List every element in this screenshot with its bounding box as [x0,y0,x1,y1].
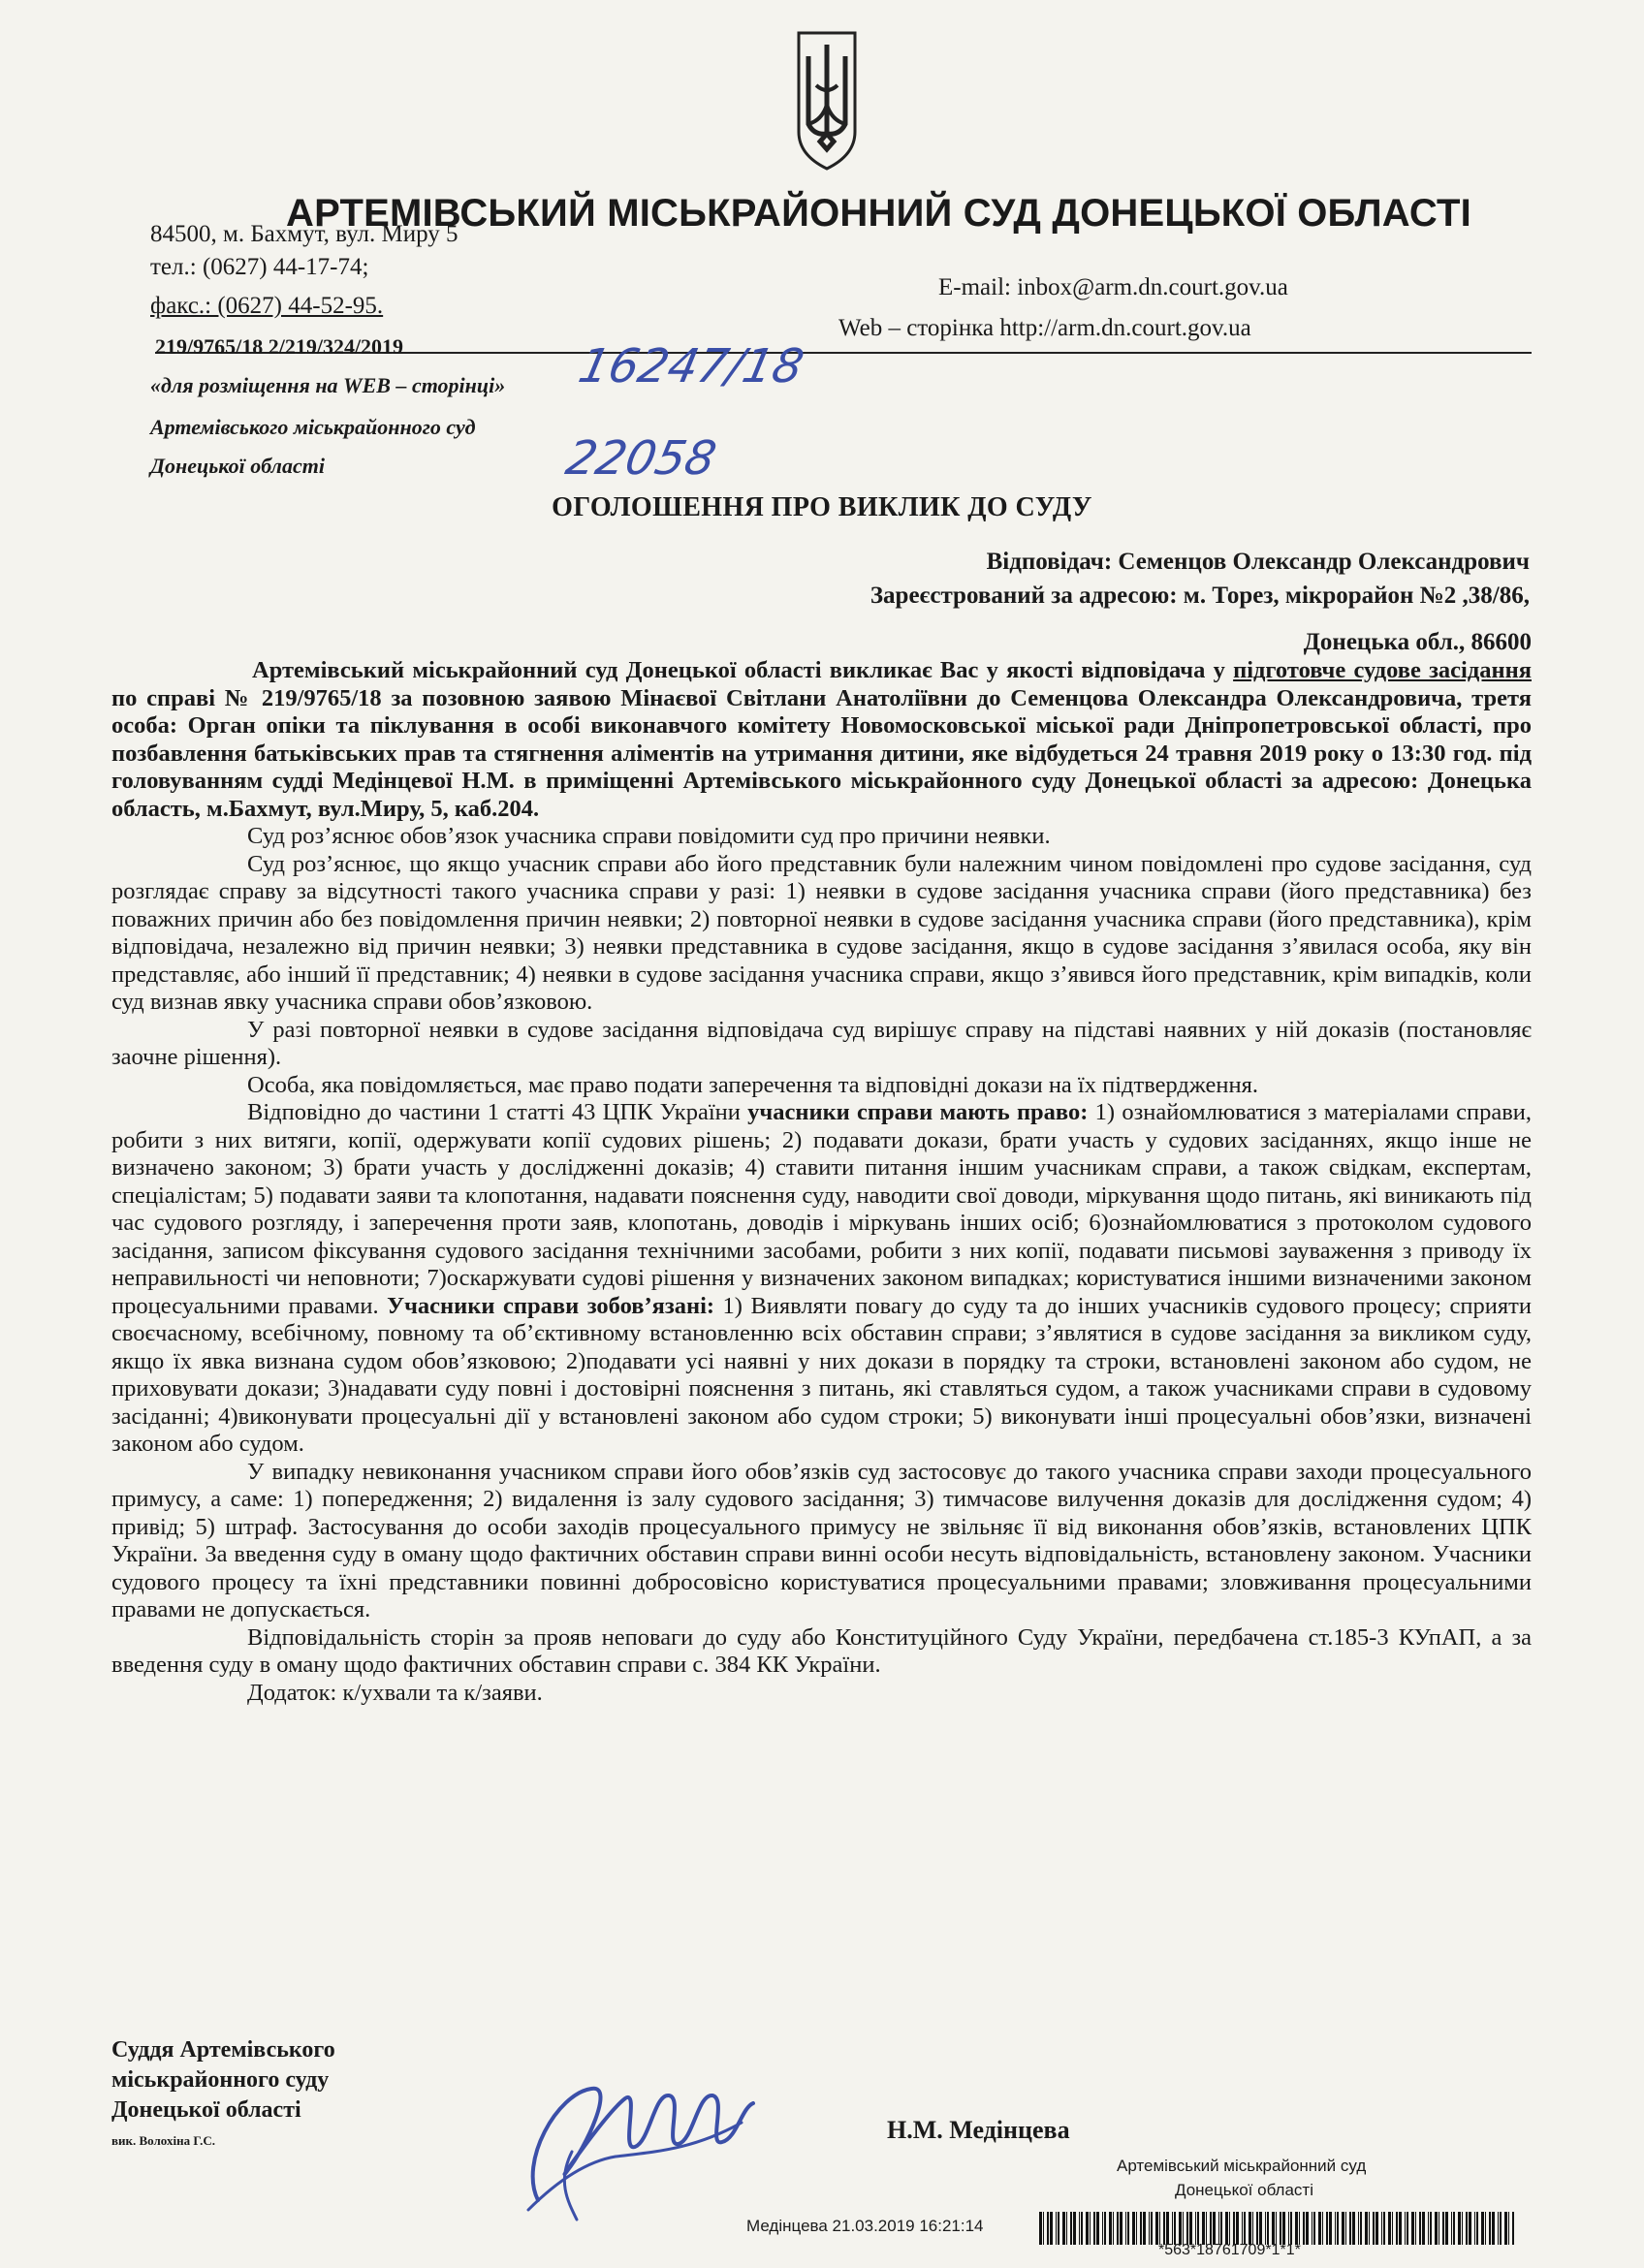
barcode-bar [1442,2212,1444,2245]
barcode-bar [1489,2212,1491,2245]
court-address: 84500, м. Бахмут, вул. Миру 5 [150,221,458,247]
stamp-court-line-1: Артемівський міськрайонний суд [1117,2157,1367,2175]
respondent-region: Донецька обл., 86600 [1303,629,1532,655]
barcode-bar [1422,2212,1425,2245]
barcode-bar [1086,2212,1089,2245]
barcode-bar [1151,2212,1153,2245]
barcode-bar [1411,2212,1414,2245]
barcode-bar [1132,2212,1135,2245]
notice-body [111,628,1532,1707]
paragraph-liability: Відповідальність сторін за прояв неповаги до суду або Конституційного Суду України, передбачена ст.185-3 КУпАП, а за введення суду в оману щодо фактичних обставин справи с. 384 КК України. [111,1623,1532,1678]
barcode-bar [1189,2212,1192,2245]
barcode-bar [1428,2212,1429,2245]
paragraph-attachment: Додаток: к/ухвали та к/заяви. [247,1679,543,1706]
barcode-bar [1093,2212,1095,2245]
barcode [1039,2212,1519,2245]
paragraph-repeated-absence: У разі повторної неявки в судове засідання відповідача суд вирішує справу на підставі наявних у ній доказів (постановляє заочне рішення). [111,1016,1532,1070]
barcode-bar [1329,2212,1332,2245]
barcode-bar [1272,2212,1275,2245]
barcode-bar [1349,2212,1351,2245]
judge-name: Н.М. Медінцева [887,2116,1070,2144]
barcode-bar [1466,2212,1468,2245]
barcode-text: *563*18761709*1*1* [1158,2242,1301,2258]
barcode-bar [1090,2212,1091,2245]
respondent-name: Відповідач: Семенцов Олександр Олександрович [986,549,1530,575]
barcode-bar [1352,2212,1355,2245]
barcode-bar [1236,2212,1239,2245]
barcode-bar [1109,2212,1112,2245]
barcode-bar [1079,2212,1080,2245]
barcode-bar [1383,2212,1385,2245]
judge-title-line-3: Донецької області [111,2097,301,2123]
barcode-bar [1451,2212,1452,2245]
barcode-bar [1306,2212,1309,2245]
barcode-bar [1405,2212,1406,2245]
barcode-bar [1163,2212,1165,2245]
barcode-bar [1474,2212,1475,2245]
barcode-bar [1183,2212,1184,2245]
electronic-signature-stamp: Медінцева 21.03.2019 16:21:14 [746,2217,984,2235]
barcode-bar [1179,2212,1182,2245]
rights-list: 1) ознайомлюватися з матеріалами справи, робити з них витяги, копії, одержувати копії судових рішень; 2) подавати докази, брати участь у судових засіданнях, якщо інше не визначено законом; 3) брати участь у дослідженні доказів; 4) ставити питання іншим учасникам справи, а також свідкам, експертам, спеціалістам; 5) подавати заяви та клопотання, надавати пояснення суду, наводити свої доводи, міркування щодо питань, які виникають під час судового розгляду, і заперечення проти заяв, клопотань, доводів і міркувань інших осіб; 6)ознайомлюватися з протоколом судового засідання, записом фіксування судового засідання технічними засобами, робити з них копії, подавати письмові зауваження з приводу їх неправильності чи неповноти; 7)оскаржувати судові рішення у визначених законом випадках; користуватися іншими визначеними законом процесуальними правами. [111,1099,1532,1319]
barcode-bar [1299,2212,1300,2245]
barcode-bar [1159,2212,1160,2245]
barcode-bar [1373,2212,1375,2245]
barcode-bar [1039,2212,1042,2245]
summons-paragraph [111,657,1532,823]
barcode-bar [1492,2212,1495,2245]
barcode-bar [1419,2212,1421,2245]
barcode-bar [1249,2212,1251,2245]
barcode-bar [1172,2212,1173,2245]
barcode-bar [1244,2212,1246,2245]
barcode-bar [1125,2212,1126,2245]
judge-title-block [111,2035,335,2156]
barcode-bar [1375,2212,1378,2245]
barcode-bar [1415,2212,1416,2245]
paragraph-rights-duties [111,1099,1532,1459]
barcode-bar [1360,2212,1362,2245]
barcode-bar [1140,2212,1142,2245]
barcode-bar [1500,2212,1502,2245]
barcode-bar [1318,2212,1321,2245]
barcode-bar [1388,2212,1391,2245]
barcode-bar [1062,2212,1065,2245]
rights-intro: Відповідно до частини 1 статті 43 ЦПК України [247,1099,748,1125]
barcode-bar [1056,2212,1057,2245]
barcode-bar [1073,2212,1076,2245]
respondent-address: Зареєстрований за адресою: м. Торез, мікрорайон №2 ,38/86, [869,583,1530,609]
judge-title-line-1: Суддя Артемівського [111,2037,335,2063]
barcode-bar [1127,2212,1129,2245]
barcode-bar [1335,2212,1336,2245]
barcode-bar [1326,2212,1328,2245]
rights-heading: учасники справи мають право: [747,1099,1089,1125]
barcode-bar [1136,2212,1137,2245]
barcode-bar [1058,2212,1059,2245]
barcode-bar [1047,2212,1049,2245]
barcode-bar [1445,2212,1448,2245]
web-placement-note: «для розміщення на WEB – сторінці» [150,373,506,397]
barcode-bar [1113,2212,1114,2245]
barcode-bar [1295,2212,1298,2245]
barcode-bar [1174,2212,1176,2245]
barcode-bar [1290,2212,1292,2245]
barcode-bar [1462,2212,1463,2245]
barcode-bar [1143,2212,1146,2245]
barcode-bar [1435,2212,1438,2245]
summons-text-1: Артемівський міськрайонний суд Донецької області викликає Вас у якості відповідача у [252,657,1234,683]
barcode-bar [1288,2212,1289,2245]
barcode-bar [1458,2212,1461,2245]
barcode-bar [1381,2212,1382,2245]
barcode-bar [1453,2212,1455,2245]
court-name: АРТЕМІВСЬКИЙ МІСЬКРАЙОННИЙ СУД ДОНЕЦЬКОЇ ОБЛАСТІ [286,192,1471,235]
barcode-bar [1498,2212,1499,2245]
barcode-bar [1218,2212,1219,2245]
executor-name: вик. Волохіна Г.С. [111,2133,216,2148]
barcode-bar [1050,2212,1053,2245]
barcode-bar [1155,2212,1158,2245]
stamp-court-line-2: Донецької області [1175,2181,1313,2199]
barcode-bar [1081,2212,1083,2245]
notice-title: ОГОЛОШЕННЯ ПРО ВИКЛИК ДО СУДУ [552,492,1092,522]
handwritten-incoming-number: 22058 [561,431,721,486]
barcode-bar [1229,2212,1230,2245]
court-phone: тел.: (0627) 44-17-74; [150,254,369,280]
judge-signature [499,2055,771,2224]
barcode-bar [1166,2212,1169,2245]
barcode-bar [1276,2212,1277,2245]
barcode-bar [1267,2212,1269,2245]
barcode-bar [1392,2212,1393,2245]
recipient-line-2: Донецької області [150,454,325,478]
barcode-bar [1117,2212,1119,2245]
barcode-bar [1303,2212,1305,2245]
paragraph-coercive-measures: У випадку невиконання учасником справи його обов’язків суд застосовує до такого учасника справи заходи процесуального примусу, а саме: 1) попередження; 2) видалення із залу судового засідання; 3) тимчасове вилучення доказів для дослідження судом; 4) привід; 5) штраф. Застосування до особи заходів процесуального примусу не звільняє її від виконання обов’язків, встановлених ЦПК України. За введення суду в оману щодо фактичних обставин справи винні особи несуть відповідальність, встановлену законом. Учасники судового процесу та їхні представники повинні добросовісно користуватися процесуальними правами; зловживання процесуальними правами не допускається. [111,1458,1532,1622]
barcode-bar [1202,2212,1205,2245]
barcode-bar [1430,2212,1432,2245]
barcode-bar [1342,2212,1344,2245]
paragraph-absence-consequences: Суд роз’яснює, що якщо учасник справи або його представник були належним чином повідомлені про судове засідання, суд розглядає справу за відсутності такого учасника справи у разі: 1) неявки в судове засідання учасника справи (його представника) без поважних причин або без повідомлення причин неявки; 2) повторної неявки в судове засідання учасника справи (його представника), крім відповідача, незалежно від причин неявки; 3) неявки представника в судове засідання, якщо в судове засідання з’явилася особа, яку він представляє, або інший її представник; 4) неявки в судове засідання учасника справи, якщо з’явився його представник, крім випадків, коли суд визнав явку учасника справи обов’язковою. [111,850,1532,1015]
barcode-bar [1438,2212,1439,2245]
barcode-bar [1345,2212,1346,2245]
barcode-bar [1259,2212,1262,2245]
barcode-bar [1280,2212,1281,2245]
coat-of-arms-icon [793,27,861,173]
barcode-bar [1396,2212,1398,2245]
paragraph-absence-notice: Суд роз’яснює обов’язок учасника справи повідомити суд про причини неявки. [247,823,1051,849]
barcode-bar [1186,2212,1188,2245]
paragraph-objection-right: Особа, яка повідомляється, має право подати заперечення та відповідні докази на їх підтвердження. [247,1071,1258,1098]
barcode-bar [1407,2212,1408,2245]
barcode-bar [1481,2212,1484,2245]
barcode-bar [1512,2212,1514,2245]
summons-hearing-type: підготовче судове засідання [1233,657,1532,683]
barcode-bar [1070,2212,1072,2245]
case-numbers: 219/9765/18 2/219/324/2019 [155,334,404,359]
barcode-bar [1220,2212,1222,2245]
barcode-bar [1096,2212,1099,2245]
barcode-bar [1469,2212,1471,2245]
barcode-bar [1252,2212,1253,2245]
barcode-bar [1242,2212,1243,2245]
barcode-bar [1043,2212,1044,2245]
barcode-bar [1508,2212,1509,2245]
barcode-bar [1102,2212,1103,2245]
barcode-bar [1337,2212,1339,2245]
barcode-bar [1213,2212,1216,2245]
barcode-bar [1369,2212,1370,2245]
court-website: Web – сторінка http://arm.dn.court.gov.ua [838,315,1251,341]
barcode-bar [1066,2212,1067,2245]
barcode-bar [1365,2212,1368,2245]
recipient-line-1: Артемівського міськрайонного суд [150,415,476,439]
court-fax: факс.: (0627) 44-52-95. [150,293,384,319]
duties-list: 1) Виявляти повагу до суду та до інших учасників судового процесу; сприяти своєчасному, всебічному, повному та об’єктивному встановленню всіх обставин справи; з’являтися в судове засідання за викликом суду, якщо їх явка визнана судом обов’язковою; 2)подавати усі наявні у них докази в порядку та строки, встановлені законом або судом, не приховувати докази; 3)надавати суду повні і достовірні пояснення з питань, які ставляться судом, а також учасниками справи в судовому засіданні; 4)виконувати процесуальні дії у встановлені законом або судом строки; 5) виконувати інші процесуальні обов’язки, визначені законом або судом. [111,1292,1532,1457]
barcode-bar [1206,2212,1207,2245]
barcode-bar [1104,2212,1106,2245]
court-email: E-mail: inbox@arm.dn.court.gov.ua [938,274,1288,300]
handwritten-registration-number: 16247/18 [574,339,808,394]
barcode-bar [1322,2212,1323,2245]
barcode-bar [1358,2212,1359,2245]
duties-heading: Учасники справи зобов’язані: [387,1292,715,1319]
barcode-bar [1399,2212,1402,2245]
barcode-bar [1504,2212,1507,2245]
barcode-bar [1225,2212,1228,2245]
barcode-bar [1256,2212,1258,2245]
barcode-bar [1120,2212,1122,2245]
barcode-bar [1210,2212,1212,2245]
barcode-bar [1282,2212,1285,2245]
judge-title-line-2: міськрайонного суду [111,2067,330,2093]
barcode-bar [1265,2212,1266,2245]
barcode-bar [1197,2212,1199,2245]
barcode-bar [1313,2212,1315,2245]
barcode-bar [1233,2212,1235,2245]
barcode-bar [1195,2212,1196,2245]
barcode-bar [1149,2212,1150,2245]
barcode-bar [1485,2212,1486,2245]
summons-text-2: по справі № 219/9765/18 за позовною заявою Мінаєвої Світлани Анатоліївни до Семенцова Олександра Олександровича, третя особа: Орган опіки та піклування в особі виконавчого комітету Новомосковської міської ради Дніпропетровської області, про позбавлення батьківських прав та стягнення аліментів на утримання дитини, яке відбудеться 24 травня 2019 року о 13:30 год. під головуванням судді Медінцевої Н.М. в приміщенні Артемівського міськрайонного суду Донецької області за адресою: Донецька область, м.Бахмут, вул.Миру, 5, каб.204. [111,684,1532,822]
barcode-bar [1476,2212,1478,2245]
